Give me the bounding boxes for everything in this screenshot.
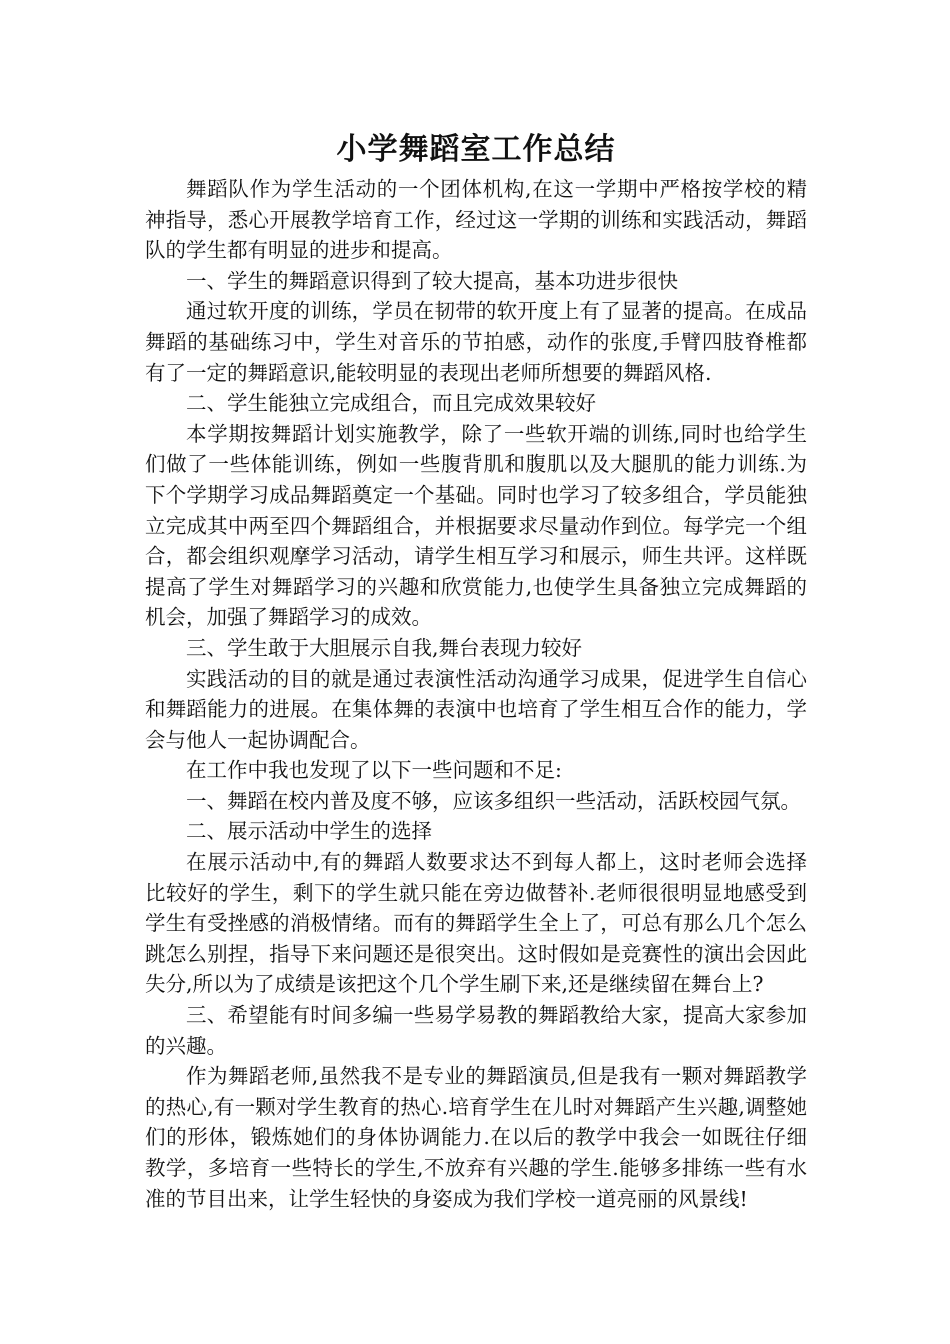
body-paragraph: 在展示活动中,有的舞蹈人数要求达不到每人都上，这时老师会选择比较好的学生，剩下的学生就只能在旁边做替补.老师很很明显地感受到学生有受挫感的消极情绪。而有的舞蹈学生全上了，可总有那么几个怎么跳怎么别捏，指导下来问题还是很突出。这时假如是竞赛性的演出会因此失分,所以为了成绩是该把这个几个学生刷下来,还是继续留在舞台上? — [145, 850, 807, 997]
problem-item-2: 二、展示活动中学生的选择 — [186, 819, 432, 844]
document-body — [145, 174, 807, 1214]
problem-item-3: 三、希望能有时间多编一些易学易教的舞蹈教给大家，提高大家参加的兴趣。 — [145, 1003, 807, 1058]
section-heading-2: 二、学生能独立完成组合，而且完成效果较好 — [186, 391, 596, 416]
section-heading-3: 三、学生敢于大胆展示自我,舞台表现力较好 — [186, 635, 583, 660]
document-page — [145, 128, 807, 1214]
problems-intro: 在工作中我也发现了以下一些问题和不足: — [186, 758, 562, 783]
section-heading-1: 一、学生的舞蹈意识得到了较大提高，基本功进步很快 — [186, 268, 678, 293]
problem-item-1: 一、舞蹈在校内普及度不够，应该多组织一些活动，活跃校园气氛。 — [186, 788, 801, 813]
intro-paragraph: 舞蹈队作为学生活动的一个团体机构,在这一学期中严格按学校的精神指导，悉心开展教学培育工作，经过这一学期的训练和实践活动，舞蹈队的学生都有明显的进步和提高。 — [145, 177, 807, 263]
body-paragraph: 本学期按舞蹈计划实施教学，除了一些软开端的训练,同时也给学生们做了一些体能训练，例如一些腹背肌和腹肌以及大腿肌的能力训练.为下个学期学习成品舞蹈奠定一个基础。同时也学习了较多组合，学员能独立完成其中两至四个舞蹈组合，并根据要求尽量动作到位。每学完一个组合，都会组织观摩学习活动，请学生相互学习和展示，师生共评。这样既提高了学生对舞蹈学习的兴趣和欣赏能力,也使学生具备独立完成舞蹈的机会，加强了舞蹈学习的成效。 — [145, 421, 807, 630]
document-title: 小学舞蹈室工作总结 — [336, 132, 616, 167]
body-paragraph: 通过软开度的训练，学员在韧带的软开度上有了显著的提高。在成品舞蹈的基础练习中，学生对音乐的节拍感，动作的张度,手臂四肢脊椎都有了一定的舞蹈意识,能较明显的表现出老师所想要的舞蹈风格. — [145, 299, 807, 385]
closing-paragraph: 作为舞蹈老师,虽然我不是专业的舞蹈演员,但是我有一颗对舞蹈教学的热心,有一颗对学生教育的热心.培育学生在儿时对舞蹈产生兴趣,调整她们的形体，锻炼她们的身体协调能力.在以后的教学中我会一如既往仔细教学，多培育一些特长的学生,不放弃有兴趣的学生.能够多排练一些有水准的节目出来，让学生轻快的身姿成为我们学校一道亮丽的风景线! — [145, 1064, 807, 1211]
body-paragraph: 实践活动的目的就是通过表演性活动沟通学习成果，促进学生自信心和舞蹈能力的进展。在集体舞的表演中也培育了学生相互合作的能力，学会与他人一起协调配合。 — [145, 666, 807, 752]
